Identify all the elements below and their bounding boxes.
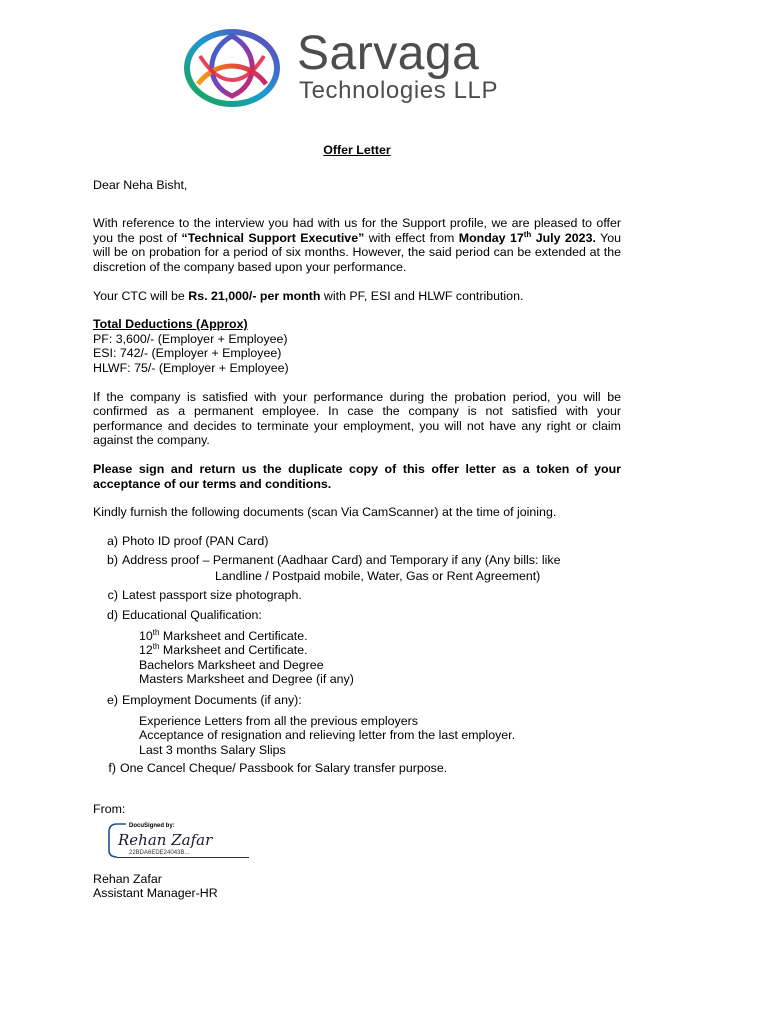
start-date-suffix: th (523, 229, 532, 239)
list-item-continuation: Landline / Postpaid mobile, Water, Gas or Rent Agreement) (215, 568, 541, 583)
sub-item: Last 3 months Salary Slips (139, 742, 286, 757)
deductions-heading: Total Deductions (Approx) (93, 317, 248, 332)
intro-text-2: with effect from (364, 230, 459, 245)
list-item-text: One Cancel Cheque/ Passbook for Salary transfer purpose. (120, 761, 448, 776)
sub-item-number: 10 (139, 628, 153, 643)
letter-body (93, 143, 621, 901)
probation-paragraph: If the company is satisfied with your performance during the probation period, you will be confirmed as a permanent employee. In case the company is not satisfied with your performance and decides to terminate your employment, you will not have any right or claim against the company. (93, 389, 621, 448)
list-item (93, 693, 621, 708)
list-marker: d) (106, 608, 118, 623)
sub-item (93, 643, 621, 658)
letter-title: Offer Letter (323, 143, 391, 157)
ctc-amount: Rs. 21,000/- per month (188, 288, 321, 303)
sub-item: Experience Letters from all the previous employers (139, 713, 418, 728)
list-item-text: Address proof – Permanent (Aadhaar Card) and Temporary if any (Any bills: like (122, 553, 561, 568)
list-marker: c) (107, 588, 118, 603)
sub-item-number: 12 (139, 643, 153, 658)
job-role: “Technical Support Executive” (181, 230, 365, 245)
list-item (93, 608, 621, 623)
list-item (93, 761, 621, 776)
sign-return-paragraph: Please sign and return us the duplicate copy of this offer letter as a token of your acceptance of our terms and conditions. (93, 461, 621, 491)
sub-item-text: Marksheet and Certificate. (159, 628, 308, 643)
docusign-signature (107, 822, 249, 862)
ctc-paragraph (93, 289, 621, 304)
intro-paragraph (93, 216, 621, 274)
list-item (93, 534, 621, 549)
list-marker: f) (108, 761, 116, 776)
sub-item: Bachelors Marksheet and Degree (139, 657, 324, 672)
employment-sublist (93, 714, 621, 758)
intro-text-1: With reference to the interview you had with us for the Support profile, we are pleased to offer you the post of (93, 216, 621, 245)
docusign-label: DocuSigned by: (129, 822, 175, 829)
signature-hash: 22BDA6EDE24043B... (129, 849, 190, 856)
trinity-knot-logo-icon (180, 26, 284, 110)
signature-line (117, 857, 249, 858)
signatory-title: Assistant Manager-HR (93, 886, 218, 901)
qualification-sublist (93, 629, 621, 687)
sub-item: Masters Marksheet and Degree (if any) (139, 672, 354, 687)
list-item (93, 553, 621, 568)
ctc-text-2: with PF, ESI and HLWF contribution. (320, 288, 524, 303)
list-marker: b) (106, 553, 118, 568)
documents-intro: Kindly furnish the following documents (scan Via CamScanner) at the time of joining. (93, 505, 557, 520)
intro-text-3: You will be on probation for a period of six months. However, the said period can be extended at the discretion of the company based upon your performance. (93, 230, 621, 274)
handwritten-signature: Rehan Zafar (118, 830, 213, 849)
list-marker: a) (106, 533, 118, 548)
list-item (93, 588, 621, 603)
sub-item-suffix: th (152, 627, 160, 637)
ctc-text-1: Your CTC will be (93, 288, 189, 303)
start-date-day: Monday 17 (458, 230, 524, 245)
start-date (459, 231, 596, 245)
sub-item-text: Marksheet and Certificate. (159, 643, 308, 658)
list-marker: e) (106, 693, 118, 708)
deduction-item: ESI: 742/- (Employer + Employee) (93, 346, 282, 361)
list-item-text: Photo ID proof (PAN Card) (122, 533, 269, 548)
documents-list (93, 534, 621, 776)
deduction-item: HLWF: 75/- (Employer + Employee) (93, 360, 289, 375)
company-subtitle: Technologies LLP (299, 77, 499, 104)
company-name: Sarvaga (297, 27, 480, 80)
from-label: From: (93, 802, 126, 816)
start-date-rest: July 2023. (531, 230, 596, 245)
sub-item (93, 629, 621, 644)
list-item-text: Latest passport size photograph. (122, 588, 302, 603)
sub-item: Acceptance of resignation and relieving letter from the last employer. (139, 728, 516, 743)
sub-item-suffix: th (152, 642, 160, 652)
deduction-item: PF: 3,600/- (Employer + Employee) (93, 331, 288, 346)
list-item-text: Employment Documents (if any): (122, 693, 302, 708)
company-logo (180, 26, 560, 110)
list-item-text: Educational Qualification: (122, 608, 262, 623)
signatory-name: Rehan Zafar (93, 871, 162, 886)
salutation: Dear Neha Bisht, (93, 177, 188, 192)
